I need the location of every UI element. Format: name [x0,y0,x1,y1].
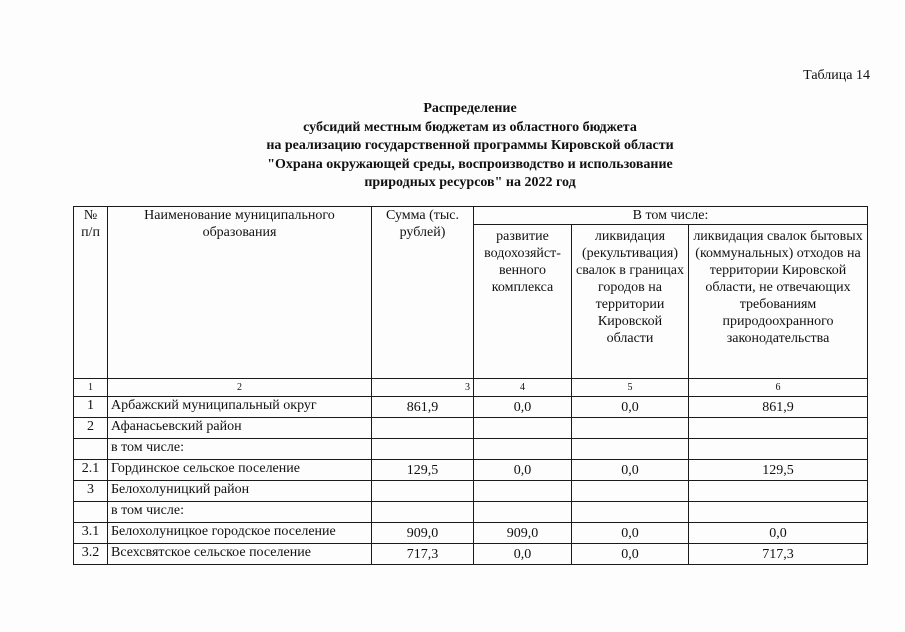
row-col4: 909,0 [474,523,572,544]
row-col4 [474,418,572,439]
row-col6: 861,9 [689,397,868,418]
table-row [74,544,868,565]
row-col6 [689,439,868,460]
row-col5 [572,418,689,439]
row-col5: 0,0 [572,397,689,418]
row-col4 [474,502,572,523]
row-col5: 0,0 [572,460,689,481]
row-name: Афанасьевский район [108,418,372,439]
title-line: на реализацию государственной программы Кировской области [266,138,674,154]
header-number: № п/п [74,207,108,379]
table-row [74,418,868,439]
row-col5: 0,0 [572,523,689,544]
title-line: субсидий местным бюджетам из областного бюджета [303,119,637,135]
table-row [74,502,868,523]
row-number: 3 [74,481,108,502]
row-sum [372,418,474,439]
row-col5 [572,481,689,502]
column-number: 3 [372,379,474,397]
row-number: 1 [74,397,108,418]
column-number: 1 [74,379,108,397]
header-sum: Сумма (тыс. рублей) [372,207,474,379]
document-title [200,100,740,193]
row-number: 2.1 [74,460,108,481]
row-col6 [689,418,868,439]
row-col4: 0,0 [474,397,572,418]
row-name: Арбажский муниципальный округ [108,397,372,418]
header-including: В том числе: [474,207,868,225]
row-col6: 717,3 [689,544,868,565]
header-col6: ликвидация свалок бытовых (коммунальных) отходов на территории Кировской области, не отвечающих требованиям природоохранного законодательства [689,225,868,379]
row-col6: 0,0 [689,523,868,544]
header-col5: ликвидация (рекультивация) свалок в границах городов на территории Кировской области [572,225,689,379]
row-sum [372,502,474,523]
row-number: 3.2 [74,544,108,565]
title-line: Распределение [423,101,517,116]
header-col4: развитие водохозяйст-венного комплекса [474,225,572,379]
row-col4: 0,0 [474,544,572,565]
row-sum [372,439,474,460]
table-row [74,439,868,460]
row-sum: 861,9 [372,397,474,418]
row-number [74,439,108,460]
row-col6 [689,481,868,502]
row-name: Гординское сельское поселение [108,460,372,481]
header-name: Наименование муниципального образования [108,207,372,379]
column-number-row [74,379,868,397]
table-row [74,523,868,544]
column-number: 6 [689,379,868,397]
column-number: 4 [474,379,572,397]
row-col5 [572,439,689,460]
row-sum: 717,3 [372,544,474,565]
row-col6 [689,502,868,523]
row-col5: 0,0 [572,544,689,565]
subsidy-table [73,206,868,565]
row-name: Всехсвятское сельское поселение [108,544,372,565]
table-row [74,397,868,418]
row-number [74,502,108,523]
row-col4: 0,0 [474,460,572,481]
column-number: 2 [108,379,372,397]
row-number: 3.1 [74,523,108,544]
column-number: 5 [572,379,689,397]
row-col4 [474,439,572,460]
table-row [74,460,868,481]
row-name: в том числе: [108,439,372,460]
row-name: Белохолуницкий район [108,481,372,502]
row-sum: 909,0 [372,523,474,544]
row-col4 [474,481,572,502]
row-sum: 129,5 [372,460,474,481]
row-col6: 129,5 [689,460,868,481]
row-name: Белохолуницкое городское поселение [108,523,372,544]
title-line: природных ресурсов" на 2022 год [364,175,576,191]
row-col5 [572,502,689,523]
row-number: 2 [74,418,108,439]
title-line: "Охрана окружающей среды, воспроизводство и использование [267,156,673,172]
table-row [74,481,868,502]
row-sum [372,481,474,502]
row-name: в том числе: [108,502,372,523]
table-number-label: Таблица 14 [803,68,870,83]
